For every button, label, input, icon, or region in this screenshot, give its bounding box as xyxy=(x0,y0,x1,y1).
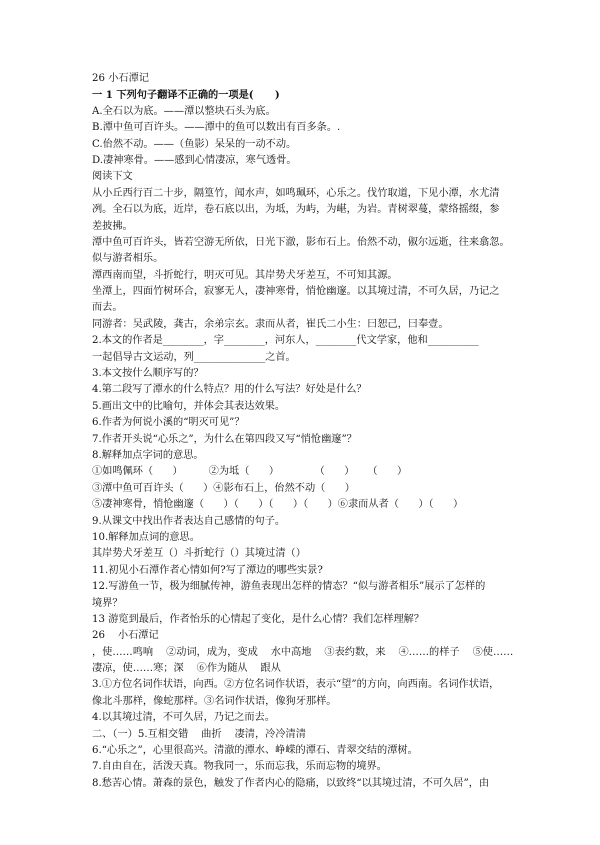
text-line: 其岸势犬牙差互（）斗折蛇行（）其境过清（） xyxy=(92,548,306,560)
text-line: 二、（一）5.互相交错 曲折 凄清，冷冷清清 xyxy=(92,728,306,740)
document-page xyxy=(92,71,522,792)
text-line: 8.愁苦心情。萧森的景色，触发了作者内心的隐痛，以致终“以其境过清，不可久居”，由 xyxy=(92,777,490,789)
text-line: 差披拂。 xyxy=(92,220,133,232)
text-line: 12.写游鱼一节，极为细腻传神，游鱼表现出怎样的情态？“似与游者相乐”展示了怎样的 xyxy=(92,581,486,593)
text-line: 11.初见小石潭作者心情如何?写了潭边的哪些实景? xyxy=(92,564,323,576)
text-line: 冽。全石以为底，近岸，卷石底以出，为坻，为屿，为嵁，为岩。青树翠蔓，蒙络摇缀，参 xyxy=(92,204,500,216)
text-line: 潭中鱼可百许头，皆若空游无所依，日光下澈，影布石上。佁然不动，俶尔远逝，往来翕忽。 xyxy=(92,236,510,248)
text-line: ，使……鸣响 ②动词，成为，变成 水中高地 ③表约数，来 ④……的样子 ⑤使…… xyxy=(92,646,514,658)
text-line: 从小丘西行百二十步，隔篁竹，闻水声，如鸣珮环，心乐之。伐竹取道，下见小潭，水尤清 xyxy=(92,187,500,199)
text-line: 阅读下文 xyxy=(92,171,133,183)
text-line: 3.本文按什么顺序写的？ xyxy=(92,368,204,380)
text-line: 潭西南而望，斗折蛇行，明灭可见。其岸势犬牙差互，不可知其源。 xyxy=(92,269,398,281)
text-line: 8.解释加点字词的意思。 xyxy=(92,449,204,461)
text-line: ①如鸣佩环（ ） ②为坻（ ） （ ） （ ） xyxy=(92,466,408,478)
text-line: 6.作者为何说小溪的“明灭可见”？ xyxy=(92,417,245,429)
text-line: 一起倡导古文运动，列______________之首。 xyxy=(92,351,296,363)
text-line: 4.以其境过清，不可久居，乃记之而去。 xyxy=(92,712,275,724)
text-line: B.潭中鱼可百许头。——潭中的鱼可以数出有百多条。. xyxy=(92,122,341,134)
text-line: 5.画出文中的比喻句，并体会其表达效果。 xyxy=(92,400,286,412)
text-line: 似与游者相乐。 xyxy=(92,253,164,265)
text-line: 7.作者开头说“心乐之”，为什么在第四段又写“悄怆幽邃”？ xyxy=(92,433,357,445)
text-line: D.凄神寒骨。——感到心情凄凉，寒气透骨。 xyxy=(92,154,297,166)
text-line: 26 小石潭记 xyxy=(92,630,159,642)
text-line: 9.从课文中找出作者表达自己感情的句子。 xyxy=(92,515,286,527)
text-line: 同游者：吴武陵，龚古，余弟宗玄。隶而从者，崔氏二小生：曰恕己，曰奉壹。 xyxy=(92,318,449,330)
text-line: 境界？ xyxy=(92,597,123,609)
text-line: 凄凉，使……寒；深 ⑥作为随从 跟从 xyxy=(92,663,281,675)
text-line: ③潭中鱼可百许头（ ）④影布石上，佁然不动（ ） xyxy=(92,482,355,494)
text-line: 4.第二段写了潭水的什么特点？用的什么写法？好处是什么？ xyxy=(92,384,367,396)
text-line: 像北斗那样，像蛇那样。③名词作状语，像狗牙那样。 xyxy=(92,695,337,707)
text-line: 坐潭上，四面竹树环合，寂寥无人，凄神寒骨，悄怆幽邃。以其境过清，不可久居，乃记之 xyxy=(92,286,500,298)
text-line: 2.本文的作者是________，字________，河东人，________代文学家，他和__________ xyxy=(92,335,479,347)
text-line: 26 小石潭记 xyxy=(92,73,149,84)
text-line: C.佁然不动。——（鱼影）呆呆的一动不动。 xyxy=(92,138,297,150)
text-line: 13 游览到最后，作者怡乐的心情起了变化，是什么心情？我们怎样理解？ xyxy=(92,613,425,625)
text-line: ⑤凄神寒骨，悄怆幽邃（ ）（ ）（ ）（ ）⑥隶而从者（ ）（ ） xyxy=(92,499,464,511)
text-line: 7.自由自在，活泼天真。物我同一，乐而忘我，乐而忘物的境界。 xyxy=(92,761,387,773)
text-line: 一 1 下列句子翻译不正确的一项是( ) xyxy=(92,89,280,102)
text-line: A.全石以为底。——潭以整块石头为底。 xyxy=(92,105,276,117)
text-line: 10.解释加点词的意思。 xyxy=(92,531,200,543)
text-line: 6.“心乐之”，心里很高兴。清澈的潭水、峥嵘的潭石、青翠交结的潭树。 xyxy=(92,745,418,757)
text-line: 3.①方位名词作状语，向西。②方位名词作状语，表示“望”的方向，向西南。名词作状语， xyxy=(92,679,500,691)
text-line: 而去。 xyxy=(92,302,123,314)
